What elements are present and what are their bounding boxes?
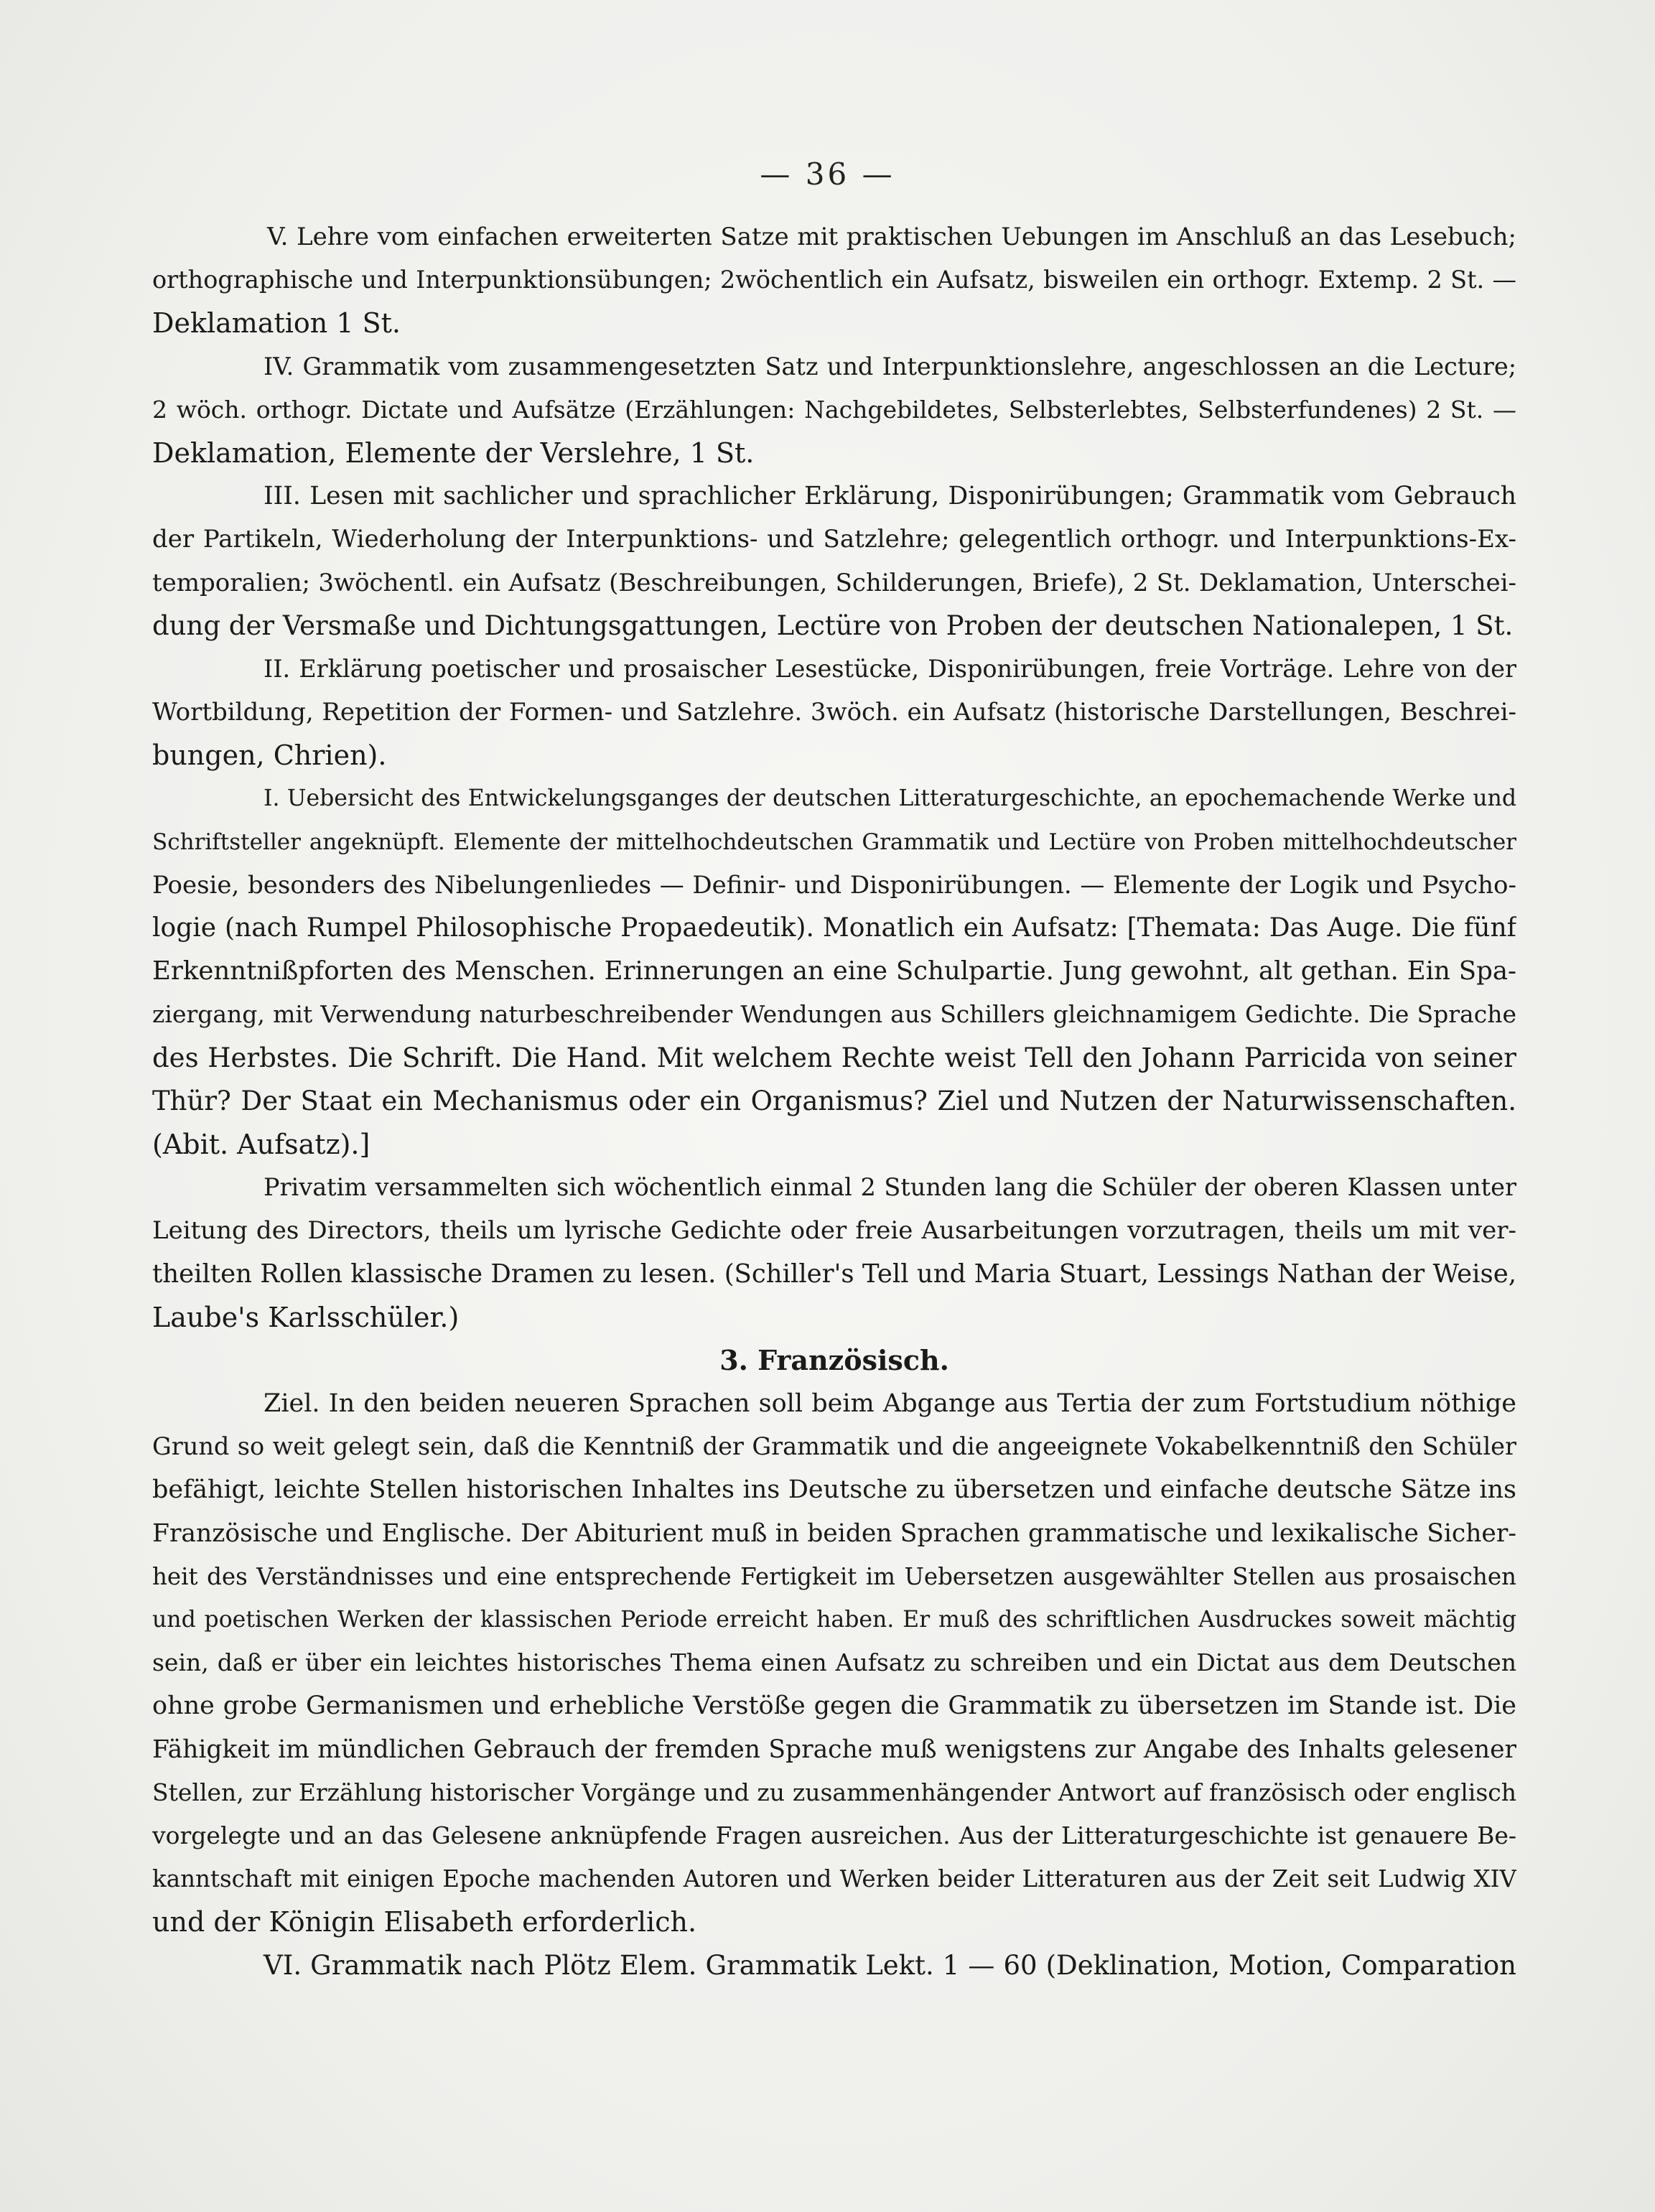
text-line: Privatim versammelten sich wöchentlich einmal 2 Stunden lang die Schüler der oberen Klassen unter	[264, 1173, 1516, 1202]
section-heading: 3. Französisch.	[719, 1343, 949, 1376]
text-line: des Herbstes. Die Schrift. Die Hand. Mit welchem Rechte weist Tell den Johann Parricida von seiner	[152, 1042, 1516, 1073]
text-line: IV. Grammatik vom zusammengesetzten Satz und Interpunktionslehre, angeschlossen an die Lecture;	[264, 352, 1516, 381]
text-line: ziergang, mit Verwendung naturbeschreibender Wendungen aus Schillers gleichnamigem Gedichte. Die Sprache	[152, 1000, 1516, 1029]
text-line: orthographische und Interpunktionsübungen; 2wöchentlich ein Aufsatz, bisweilen ein orthogr. Extemp. 2 St. —	[152, 266, 1516, 294]
text-line: Poesie, besonders des Nibelungenliedes — Definir- und Disponirübungen. — Elemente der Logik und Psycho-	[152, 870, 1516, 900]
text-line: II. Erklärung poetischer und prosaischer Lesestücke, Disponirübungen, freie Vorträge. Lehre von der	[264, 654, 1516, 683]
text-line: Wortbildung, Repetition der Formen- und Satzlehre. 3wöch. ein Aufsatz (historische Darstellungen, Beschrei-	[152, 698, 1516, 727]
text-line: und poetischen Werken der klassischen Periode erreicht haben. Er muß des schriftlichen Ausdruckes soweit mächtig	[152, 1607, 1516, 1633]
text-line: sein, daß er über ein leichtes historisches Thema einen Aufsatz zu schreiben und ein Dictat aus dem Deutschen	[152, 1648, 1516, 1677]
text-line: Leitung des Directors, theils um lyrische Gedichte oder freie Ausarbeitungen vorzutragen, theils um mit ver-	[152, 1216, 1516, 1246]
text-line: VI. Grammatik nach Plötz Elem. Grammatik Lekt. 1 — 60 (Deklination, Motion, Comparation	[264, 1949, 1516, 1981]
text-line: Deklamation, Elemente der Verslehre, 1 St.	[152, 437, 755, 469]
text-line: ohne grobe Germanismen und erhebliche Verstöße gegen die Grammatik zu übersetzen im Stande ist. Die	[152, 1691, 1516, 1721]
text-line: Fähigkeit im mündlichen Gebrauch der fremden Sprache muß wenigstens zur Angabe des Inhalts gelesener	[152, 1735, 1516, 1764]
text-line: kanntschaft mit einigen Epoche machenden Autoren und Werken beider Litteraturen aus der Zeit seit Ludwig XIV	[152, 1865, 1516, 1893]
text-line: I. Uebersicht des Entwickelungsganges der deutschen Litteraturgeschichte, an epochemachende Werke und	[264, 785, 1516, 812]
text-line: Deklamation 1 St.	[152, 307, 401, 340]
page-number: — 36 —	[760, 157, 895, 192]
text-line: vorgelegte und an das Gelesene anknüpfende Fragen ausreichen. Aus der Litteraturgeschichte ist genauere Be-	[152, 1821, 1516, 1849]
text-line: (Abit. Aufsatz).]	[152, 1128, 370, 1160]
text-line: und der Königin Elisabeth erforderlich.	[152, 1906, 697, 1938]
text-line: Stellen, zur Erzählung historischer Vorgänge und zu zusammenhängender Antwort auf französisch oder englisch	[152, 1778, 1516, 1806]
text-line: Ziel. In den beiden neueren Sprachen soll beim Abgange aus Tertia der zum Fortstudium nöthige	[264, 1389, 1516, 1419]
text-line: Thür? Der Staat ein Mechanismus oder ein Organismus? Ziel und Nutzen der Naturwissenschaften.	[152, 1085, 1516, 1116]
text-line: Erkenntnißpforten des Menschen. Erinnerungen an eine Schulpartie. Jung gewohnt, alt gethan. Ein Spa-	[152, 956, 1516, 986]
text-line: Grund so weit gelegt sein, daß die Kenntniß der Grammatik und die angeeignete Vokabelkenntniß den Schüler	[152, 1432, 1516, 1461]
text-line: Schriftsteller angeknüpft. Elemente der mittelhochdeutschen Grammatik und Lectüre von Proben mittelhochdeutscher	[152, 829, 1516, 855]
text-line: temporalien; 3wöchentl. ein Aufsatz (Beschreibungen, Schilderungen, Briefe), 2 St. Deklamation, Unterschei-	[152, 568, 1516, 597]
text-line: theilten Rollen klassische Dramen zu lesen. (Schiller's Tell und Maria Stuart, Lessings Nathan der Weise,	[152, 1259, 1516, 1289]
text-line: 2 wöch. orthogr. Dictate und Aufsätze (Erzählungen: Nachgebildetes, Selbsterlebtes, Selbsterfundenes) 2 St. —	[152, 395, 1516, 424]
text-line: Laube's Karlsschüler.)	[152, 1301, 460, 1333]
text-line: dung der Versmaße und Dichtungsgattungen, Lectüre von Proben der deutschen Nationalepen, 1 St.	[152, 610, 1514, 641]
text-line: Französische und Englische. Der Abiturient muß in beiden Sprachen grammatische und lexikalische Sicher-	[152, 1518, 1516, 1548]
text-line: III. Lesen mit sachlicher und sprachlicher Erklärung, Disponirübungen; Grammatik vom Gebrauch	[264, 482, 1516, 511]
text-line: heit des Verständnisses und eine entsprechende Fertigkeit im Uebersetzen ausgewählter Stellen aus prosaischen	[152, 1562, 1516, 1590]
document-body	[152, 215, 1516, 1987]
text-line: V. Lehre vom einfachen erweiterten Satze mit praktischen Uebungen im Anschluß an das Lesebuch;	[267, 223, 1516, 251]
text-line: befähigt, leichte Stellen historischen Inhaltes ins Deutsche zu übersetzen und einfache deutsche Sätze ins	[152, 1475, 1516, 1505]
text-line: logie (nach Rumpel Philosophische Propaedeutik). Monatlich ein Aufsatz: [Themata: Das Auge. Die fünf	[152, 913, 1516, 943]
text-line: bungen, Chrien).	[152, 739, 387, 772]
text-line: der Partikeln, Wiederholung der Interpunktions- und Satzlehre; gelegentlich orthogr. und Interpunktions-Ex-	[152, 525, 1516, 554]
